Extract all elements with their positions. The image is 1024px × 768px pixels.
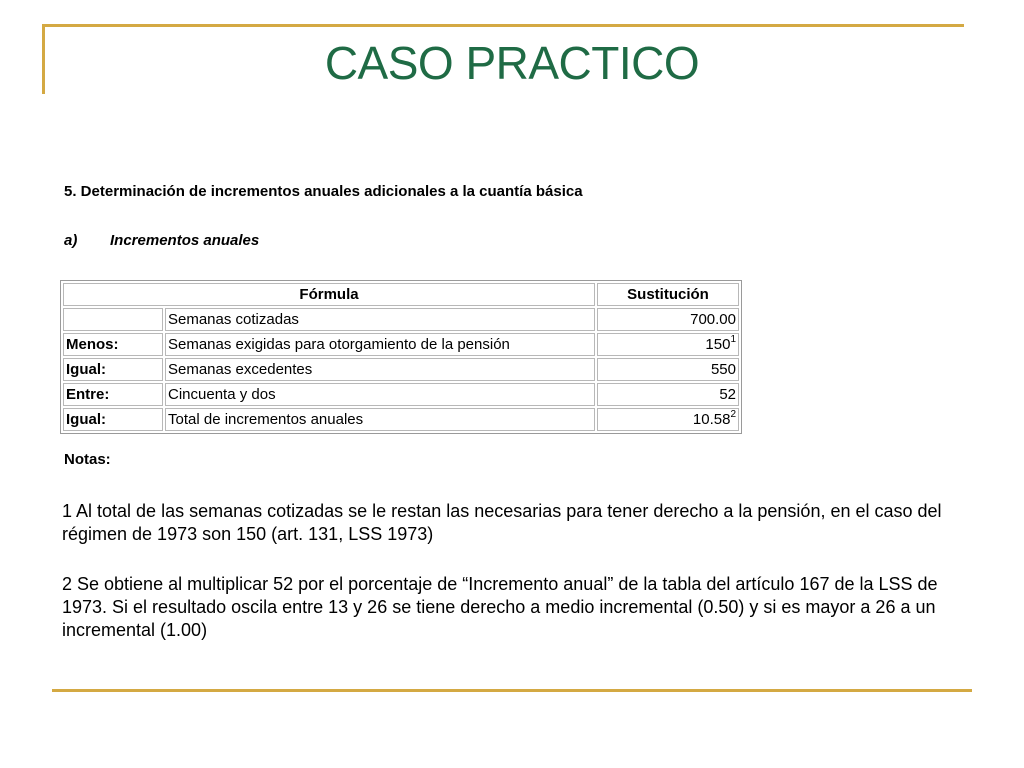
frame-top-rule — [42, 24, 964, 27]
row-description: Semanas excedentes — [165, 358, 595, 381]
row-value: 52 — [719, 386, 736, 403]
row-operation: Menos: — [63, 333, 163, 356]
subsection-letter: a) — [64, 232, 78, 249]
note-1: 1 Al total de las semanas cotizadas se le restan las necesarias para tener derecho a la pensión, en el caso del régimen de 1973 son 150 (art. 131, LSS 1973) — [62, 501, 942, 544]
row-value: 700.00 — [690, 311, 736, 328]
table-row — [63, 333, 739, 356]
note-2: 2 Se obtiene al multiplicar 52 por el porcentaje de “Incremento anual” de la tabla del artículo 167 de la LSS de 1973. Si el resultado oscila entre 13 y 26 se tiene derecho a medio incremental (0.50) y si es mayor a 26 a un incremental (1.00) — [62, 574, 938, 640]
header-formula: Fórmula — [63, 283, 595, 306]
section-heading: 5. Determinación de incrementos anuales adicionales a la cuantía básica — [64, 183, 583, 200]
table-row — [63, 358, 739, 381]
row-operation: Entre: — [63, 383, 163, 406]
slide-title: CASO PRACTICO — [324, 37, 700, 89]
row-description: Semanas exigidas para otorgamiento de la pensión — [165, 333, 595, 356]
frame-bottom-rule — [52, 689, 972, 692]
row-value-cell — [597, 308, 739, 331]
row-value-cell — [597, 408, 739, 431]
subsection-label: Incrementos anuales — [110, 232, 260, 249]
row-value: 10.58 — [692, 411, 731, 428]
table-header-row — [63, 283, 739, 306]
subsection-heading — [64, 232, 259, 249]
header-sustitucion: Sustitución — [597, 283, 739, 306]
row-footnote-ref: 2 — [730, 409, 736, 420]
row-value: 550 — [710, 361, 736, 378]
row-value-cell — [597, 358, 739, 381]
increments-table — [60, 280, 742, 434]
row-value-cell — [597, 383, 739, 406]
row-description: Total de incrementos anuales — [165, 408, 595, 431]
row-value: 150 — [705, 336, 731, 353]
table-row — [63, 308, 739, 331]
table-row — [63, 408, 739, 431]
row-operation — [63, 308, 163, 331]
row-value-cell — [597, 333, 739, 356]
row-description: Cincuenta y dos — [165, 383, 595, 406]
row-footnote-ref: 1 — [730, 334, 736, 345]
table-row — [63, 383, 739, 406]
row-operation: Igual: — [63, 408, 163, 431]
row-description: Semanas cotizadas — [165, 308, 595, 331]
notes-heading: Notas: — [64, 451, 111, 468]
row-operation: Igual: — [63, 358, 163, 381]
